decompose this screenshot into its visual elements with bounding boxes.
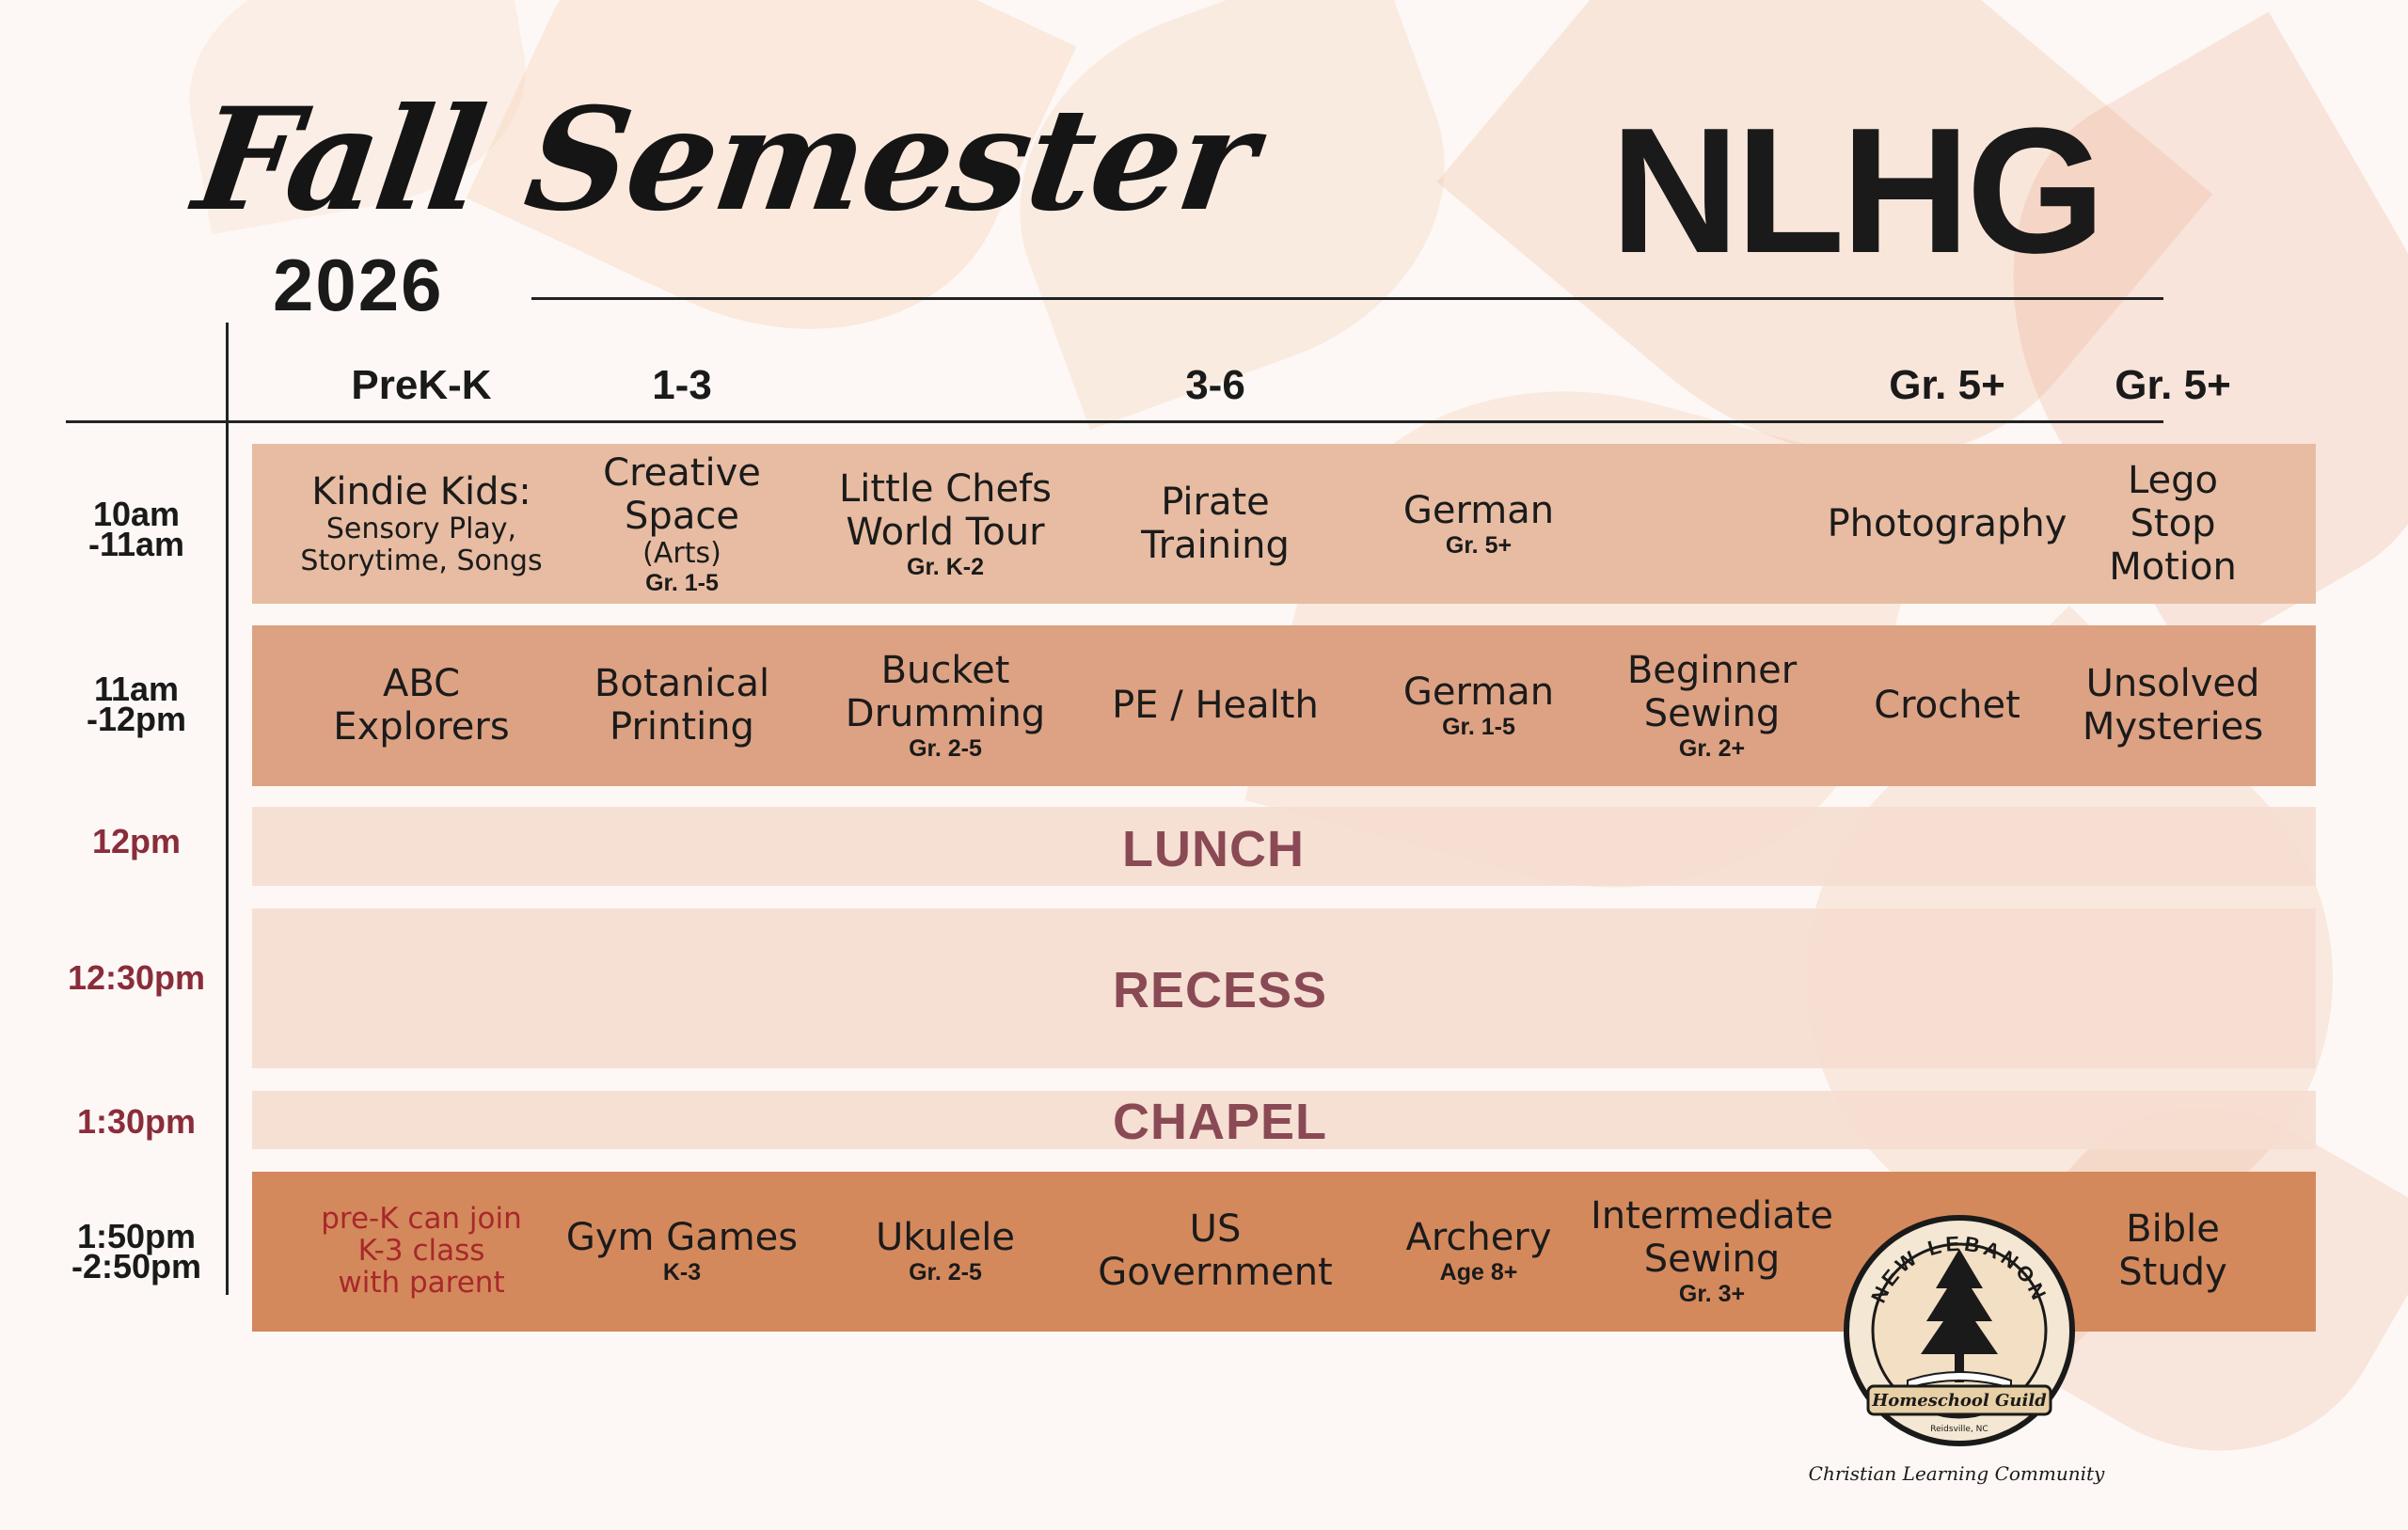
- class-name-line: Photography: [1827, 502, 2067, 545]
- class-name-line: Mysteries: [2082, 705, 2264, 749]
- semester-year: 2026: [273, 244, 444, 326]
- time-end: -2:50pm: [71, 1247, 202, 1286]
- time-label-1230pm: 12:30pm: [67, 958, 206, 997]
- time-axis-line: [226, 323, 229, 1295]
- grade-header-divider: [66, 420, 2163, 423]
- grade-requirement: Gr. 1-5: [1442, 714, 1515, 740]
- class-name-line: German: [1402, 670, 1555, 714]
- time-start: 10am: [92, 495, 181, 533]
- class-cell: [2109, 459, 2237, 589]
- class-name-line: ABC: [382, 662, 461, 705]
- grade-header-1-3: 1-3: [652, 362, 712, 408]
- class-cell: [1591, 1194, 1833, 1307]
- class-detail-line: (Arts): [642, 537, 721, 570]
- grade-requirement: Gr. 5+: [1445, 532, 1513, 559]
- class-cell: [566, 1216, 798, 1286]
- grade-requirement: Gr. 1-5: [645, 570, 719, 596]
- class-name-line: Lego: [2127, 459, 2219, 502]
- class-cell: [1098, 1207, 1332, 1294]
- class-cell: [1874, 684, 2020, 727]
- semester-title: Fall Semester: [185, 77, 1265, 243]
- class-name-line: Ukulele: [875, 1216, 1016, 1259]
- class-cell: [1112, 684, 1319, 727]
- class-cell: [846, 649, 1045, 762]
- class-cell: [1627, 649, 1797, 762]
- class-cell: [839, 467, 1052, 580]
- class-name-line: Gym Games: [565, 1216, 799, 1259]
- grade-requirement: Gr. K-2: [907, 554, 984, 580]
- class-name-line: Unsolved: [2085, 662, 2260, 705]
- class-cell: [2083, 662, 2263, 749]
- class-name-line: Bible: [2126, 1207, 2220, 1251]
- class-cell: [1403, 670, 1554, 740]
- class-cell: [321, 1203, 522, 1299]
- grade-header-3-6: 3-6: [1185, 362, 1245, 408]
- grade-requirement: Gr. 2-5: [909, 735, 982, 762]
- class-name-line: Bucket: [880, 649, 1010, 692]
- time-label-130pm: 1:30pm: [76, 1102, 197, 1141]
- time-end: -11am: [87, 525, 185, 563]
- class-name-line: Training: [1141, 524, 1290, 567]
- class-name-line: German: [1402, 489, 1555, 532]
- class-note-line: K-3 class: [357, 1234, 485, 1268]
- time-label-150pm: [0, 1217, 273, 1286]
- grade-requirement: K-3: [662, 1259, 702, 1286]
- time-label-10am: [0, 495, 273, 563]
- class-detail-line: Sensory Play,: [325, 513, 517, 545]
- class-name-line: Government: [1098, 1251, 1333, 1294]
- class-cell: [1406, 1216, 1552, 1286]
- grade-requirement: Gr. 2-5: [909, 1259, 982, 1286]
- class-name-line: Beginner: [1626, 649, 1798, 692]
- class-name-line: Intermediate: [1590, 1194, 1834, 1238]
- class-cell: [1403, 489, 1554, 559]
- class-name-line: Sewing: [1643, 692, 1781, 735]
- class-note-line: pre-K can join: [321, 1202, 522, 1236]
- class-cell: [876, 1216, 1015, 1286]
- class-name-line: Printing: [610, 705, 754, 749]
- class-name-line: Drumming: [845, 692, 1046, 735]
- title-block: [185, 77, 1265, 243]
- class-name-line: Archery: [1405, 1216, 1552, 1259]
- brand-logo-text: NLHG: [1610, 91, 2102, 291]
- emblem-location: Reidsville, NC: [1930, 1425, 1988, 1434]
- class-note-line: with parent: [338, 1266, 505, 1300]
- grade-requirement: Age 8+: [1439, 1259, 1518, 1286]
- class-name-line: Botanical: [594, 662, 770, 705]
- time-start: 11am: [93, 670, 180, 708]
- grade-header-gr5-a: Gr. 5+: [1889, 362, 2005, 408]
- chapel-label: CHAPEL: [1112, 1094, 1328, 1150]
- class-cell: [1828, 502, 2067, 545]
- class-name-line: Space: [625, 495, 739, 538]
- class-name-line: Little Chefs: [838, 467, 1053, 511]
- lunch-label: LUNCH: [1122, 821, 1305, 877]
- class-name-line: Stop: [2130, 502, 2216, 545]
- class-cell: [333, 662, 509, 749]
- guild-tagline: Christian Learning Community: [1808, 1462, 2105, 1485]
- grade-requirement: Gr. 2+: [1678, 735, 1746, 762]
- header-divider: [531, 297, 2163, 300]
- class-name-line: PE / Health: [1112, 684, 1319, 727]
- class-name-line: Crochet: [1874, 684, 2020, 727]
- class-detail-line: Storytime, Songs: [300, 544, 543, 577]
- grade-header-gr5-b: Gr. 5+: [2115, 362, 2231, 408]
- class-cell: [603, 451, 761, 596]
- recess-label: RECESS: [1112, 962, 1328, 1018]
- class-name-line: Study: [2118, 1251, 2227, 1294]
- time-label-11am: [0, 670, 273, 738]
- class-cell: [2118, 1207, 2227, 1294]
- class-cell: [1141, 481, 1290, 567]
- class-name-line: Sewing: [1643, 1238, 1781, 1281]
- class-name-line: Motion: [2109, 545, 2237, 589]
- class-name-line: Pirate: [1161, 481, 1270, 524]
- guild-emblem: [1842, 1213, 2077, 1448]
- class-name-line: World Tour: [846, 511, 1045, 554]
- emblem-banner-text: Homeschool Guild: [1872, 1391, 2047, 1411]
- grade-requirement: Gr. 3+: [1678, 1281, 1746, 1307]
- grade-header-prek-k: PreK-K: [351, 362, 492, 408]
- class-name-line: Explorers: [333, 705, 510, 749]
- time-label-12pm: 12pm: [91, 822, 182, 860]
- emblem-ring-text: NEW LEBANON: [1866, 1231, 2052, 1307]
- time-end: -12pm: [86, 700, 187, 738]
- class-name-line: US: [1189, 1207, 1242, 1251]
- class-name-line: Creative: [603, 451, 761, 495]
- time-start: 1:50pm: [76, 1217, 197, 1255]
- class-cell: [300, 470, 542, 577]
- class-cell: [594, 662, 769, 749]
- class-name-line: Kindie Kids:: [311, 470, 531, 513]
